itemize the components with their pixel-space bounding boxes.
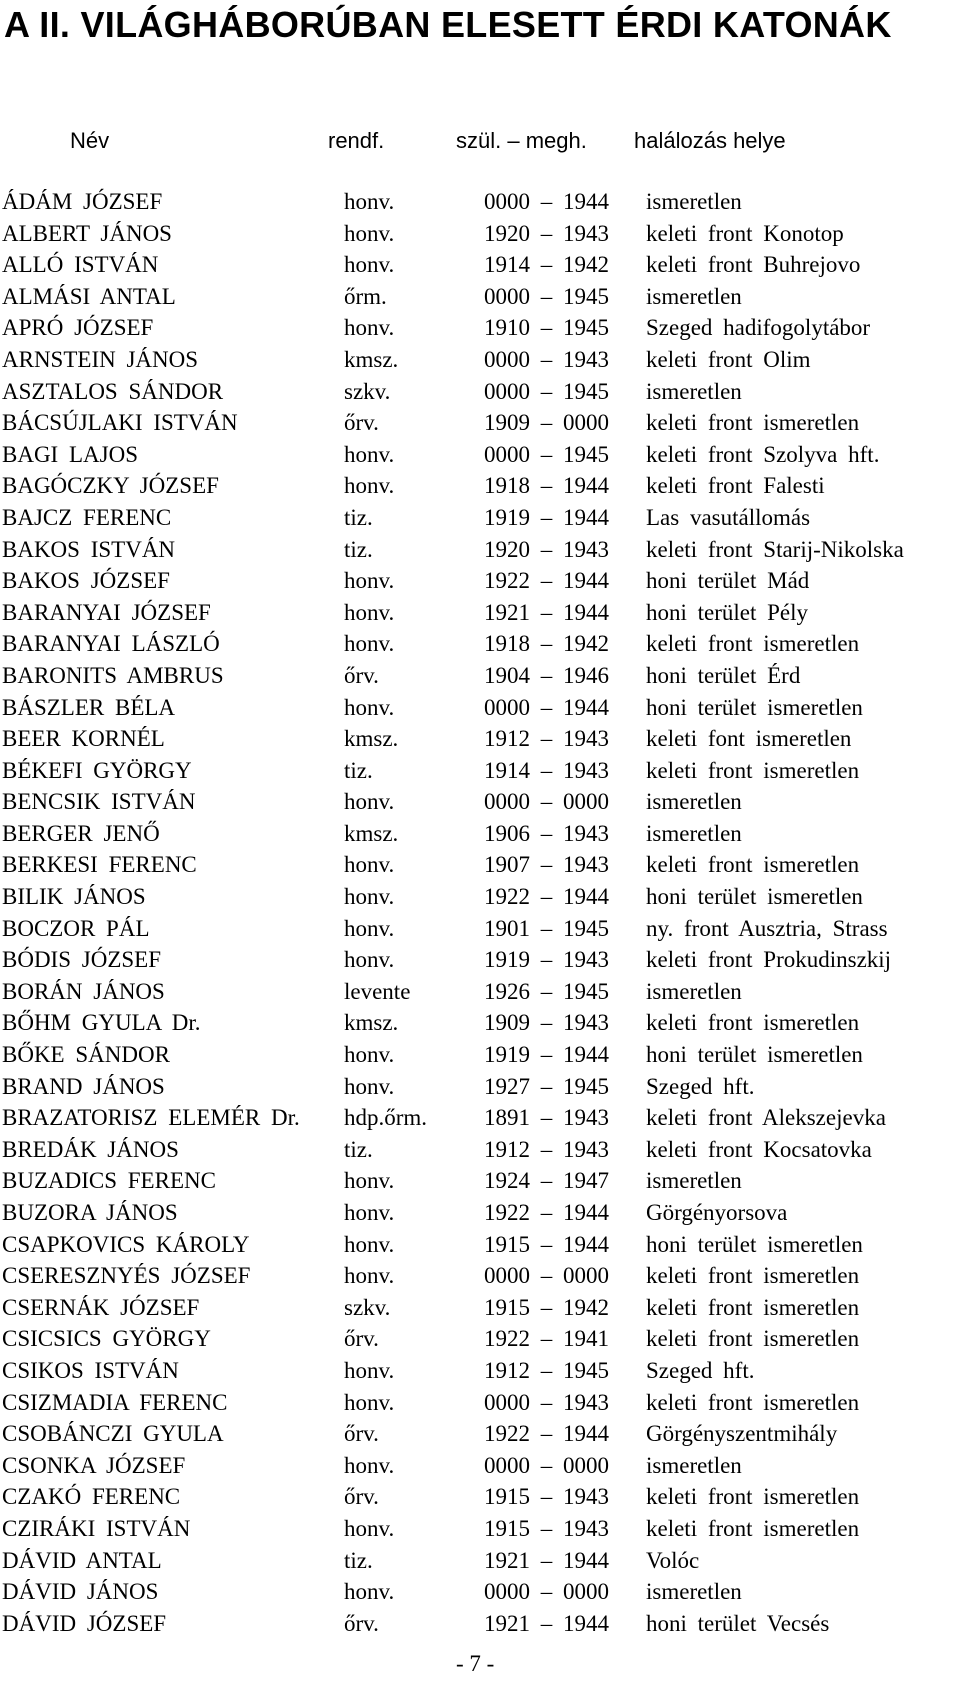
birth-death-years: 1920 – 1943 — [484, 220, 609, 246]
rank: honv. — [344, 1452, 395, 1478]
rank: honv. — [344, 473, 395, 499]
place-of-death: Szeged hadifogolytábor — [646, 315, 871, 341]
place-of-death: keleti front Falesti — [646, 473, 825, 499]
birth-death-years: 1907 – 1943 — [484, 852, 609, 878]
rank: honv. — [344, 568, 395, 594]
rank: honv. — [344, 1263, 395, 1289]
place-of-death: honi terület ismeretlen — [646, 694, 863, 720]
rank: honv. — [344, 1073, 395, 1099]
list-item — [0, 565, 960, 597]
place-of-death: keleti front ismeretlen — [646, 410, 860, 436]
rank: honv. — [344, 1579, 395, 1605]
list-item — [0, 818, 960, 850]
soldier-name: BREDÁK JÁNOS — [2, 1136, 179, 1162]
rank: honv. — [344, 694, 395, 720]
place-of-death: ny. front Ausztria, Strass — [646, 915, 888, 941]
rank: kmsz. — [344, 820, 399, 846]
birth-death-years: 1922 – 1944 — [484, 884, 609, 910]
soldier-name: ALMÁSI ANTAL — [2, 283, 176, 309]
birth-death-years: 1918 – 1944 — [484, 473, 609, 499]
birth-death-years: 1919 – 1944 — [484, 1042, 609, 1068]
list-item — [0, 1545, 960, 1577]
soldier-name: BÓDIS JÓZSEF — [2, 947, 162, 973]
list-item — [0, 344, 960, 376]
rank: honv. — [344, 1357, 395, 1383]
rank: honv. — [344, 915, 395, 941]
place-of-death: ismeretlen — [646, 978, 742, 1004]
place-of-death: honi terület Mád — [646, 568, 810, 594]
soldier-name: CZAKÓ FERENC — [2, 1484, 181, 1510]
place-of-death: keleti front Olim — [646, 346, 811, 372]
place-of-death: keleti front Kocsatovka — [646, 1136, 872, 1162]
casualty-list — [0, 186, 960, 1639]
rank: tiz. — [344, 536, 373, 562]
birth-death-years: 1926 – 1945 — [484, 978, 609, 1004]
rank: tiz. — [344, 504, 373, 530]
list-item — [0, 1165, 960, 1197]
list-item — [0, 470, 960, 502]
list-item — [0, 597, 960, 629]
soldier-name: BENCSIK ISTVÁN — [2, 789, 196, 815]
birth-death-years: 0000 – 1944 — [484, 189, 609, 214]
birth-death-years: 1904 – 1946 — [484, 662, 609, 688]
birth-death-years: 1915 – 1944 — [484, 1231, 609, 1257]
soldier-name: BARONITS AMBRUS — [2, 662, 224, 688]
list-item — [0, 281, 960, 313]
place-of-death: ismeretlen — [646, 1168, 742, 1194]
birth-death-years: 0000 – 1945 — [484, 378, 609, 404]
birth-death-years: 1924 – 1947 — [484, 1168, 609, 1194]
birth-death-years: 0000 – 0000 — [484, 1263, 609, 1289]
soldier-name: ARNSTEIN JÁNOS — [2, 346, 199, 372]
rank: őrv. — [344, 1610, 379, 1636]
rank: szkv. — [344, 1294, 391, 1320]
list-item — [0, 312, 960, 344]
soldier-name: BAGI LAJOS — [2, 441, 138, 467]
rank: tiz. — [344, 1136, 373, 1162]
list-item — [0, 376, 960, 408]
place-of-death: keleti front Prokudinszkij — [646, 947, 892, 973]
header-place: halálozás helye — [634, 128, 786, 153]
soldier-name: BRAND JÁNOS — [2, 1073, 165, 1099]
rank: honv. — [344, 852, 395, 878]
place-of-death: Volóc — [646, 1547, 700, 1573]
list-item — [0, 1576, 960, 1608]
list-item — [0, 1134, 960, 1166]
birth-death-years: 1915 – 1943 — [484, 1515, 609, 1541]
place-of-death: ismeretlen — [646, 189, 742, 214]
soldier-name: ASZTALOS SÁNDOR — [2, 378, 224, 404]
place-of-death: honi terület Pély — [646, 599, 809, 625]
birth-death-years: 0000 – 0000 — [484, 1452, 609, 1478]
birth-death-years: 0000 – 1945 — [484, 441, 609, 467]
birth-death-years: 1906 – 1943 — [484, 820, 609, 846]
place-of-death: ismeretlen — [646, 378, 742, 404]
place-of-death: honi terület Vecsés — [646, 1610, 830, 1636]
place-of-death: honi terület Érd — [646, 662, 801, 688]
place-of-death: keleti front ismeretlen — [646, 1484, 860, 1510]
soldier-name: BAGÓCZKY JÓZSEF — [2, 473, 219, 499]
place-of-death: keleti front Konotop — [646, 220, 844, 246]
place-of-death: keleti front ismeretlen — [646, 757, 860, 783]
birth-death-years: 1919 – 1943 — [484, 947, 609, 973]
list-item — [0, 944, 960, 976]
birth-death-years: 1922 – 1944 — [484, 1200, 609, 1225]
place-of-death: keleti font ismeretlen — [646, 726, 852, 752]
birth-death-years: 1919 – 1944 — [484, 504, 609, 530]
birth-death-years: 1914 – 1943 — [484, 757, 609, 783]
list-item — [0, 976, 960, 1008]
soldier-name: BAKOS ISTVÁN — [2, 536, 176, 562]
list-item — [0, 534, 960, 566]
list-item — [0, 1418, 960, 1450]
place-of-death: keleti front ismeretlen — [646, 1294, 860, 1320]
soldier-name: BAJCZ FERENC — [2, 504, 172, 530]
birth-death-years: 1915 – 1942 — [484, 1294, 609, 1320]
place-of-death: ismeretlen — [646, 789, 742, 815]
place-of-death: keleti front ismeretlen — [646, 1389, 860, 1415]
list-item — [0, 1323, 960, 1355]
place-of-death: honi terület ismeretlen — [646, 884, 863, 910]
birth-death-years: 1901 – 1945 — [484, 915, 609, 941]
soldier-name: CSONKA JÓZSEF — [2, 1452, 186, 1478]
list-item — [0, 692, 960, 724]
birth-death-years: 1922 – 1941 — [484, 1326, 609, 1352]
place-of-death: keleti front ismeretlen — [646, 1263, 860, 1289]
place-of-death: honi terület ismeretlen — [646, 1231, 863, 1257]
list-item — [0, 723, 960, 755]
rank: őrv. — [344, 1484, 379, 1510]
list-item — [0, 249, 960, 281]
rank: kmsz. — [344, 1010, 399, 1036]
soldier-name: BŐHM GYULA Dr. — [2, 1010, 201, 1036]
place-of-death: keleti front ismeretlen — [646, 1010, 860, 1036]
soldier-name: BÁCSÚJLAKI ISTVÁN — [2, 410, 238, 436]
birth-death-years: 1909 – 1943 — [484, 1010, 609, 1036]
place-of-death: keleti front Starij-Nikolska — [646, 536, 904, 562]
place-of-death: honi terület ismeretlen — [646, 1042, 863, 1068]
birth-death-years: 1891 – 1943 — [484, 1105, 609, 1131]
birth-death-years: 1915 – 1943 — [484, 1484, 609, 1510]
soldier-name: CSICSICS GYÖRGY — [2, 1326, 211, 1352]
rank: honv. — [344, 631, 395, 657]
soldier-name: CSIZMADIA FERENC — [2, 1389, 228, 1415]
list-item — [0, 1197, 960, 1229]
place-of-death: keleti front ismeretlen — [646, 631, 860, 657]
list-item — [0, 502, 960, 534]
soldier-name: CSERNÁK JÓZSEF — [2, 1294, 200, 1320]
rank: honv. — [344, 441, 395, 467]
list-item — [0, 849, 960, 881]
rank: levente — [344, 978, 411, 1004]
birth-death-years: 1921 – 1944 — [484, 599, 609, 625]
rank: honv. — [344, 599, 395, 625]
place-of-death: ismeretlen — [646, 1579, 742, 1605]
soldier-name: BOCZOR PÁL — [2, 915, 150, 941]
soldier-name: CSIKOS ISTVÁN — [2, 1357, 179, 1383]
place-of-death: keleti front ismeretlen — [646, 1515, 860, 1541]
list-item — [0, 439, 960, 471]
page-number: - 7 - — [456, 1651, 495, 1676]
list-item — [0, 407, 960, 439]
rank: honv. — [344, 1231, 395, 1257]
soldier-name: BEER KORNÉL — [2, 726, 165, 752]
list-item — [0, 1039, 960, 1071]
rank: őrm. — [344, 283, 387, 309]
list-item — [0, 881, 960, 913]
soldier-name: BŐKE SÁNDOR — [2, 1042, 170, 1068]
soldier-name: CSOBÁNCZI GYULA — [2, 1421, 224, 1447]
rank: honv. — [344, 189, 395, 214]
list-item — [0, 1102, 960, 1134]
place-of-death: keleti front ismeretlen — [646, 852, 860, 878]
rank: honv. — [344, 789, 395, 815]
rank: honv. — [344, 1389, 395, 1415]
list-item — [0, 786, 960, 818]
list-item — [0, 1292, 960, 1324]
list-item — [0, 1260, 960, 1292]
place-of-death: Görgényorsova — [646, 1200, 788, 1225]
rank: honv. — [344, 1515, 395, 1541]
rank: tiz. — [344, 1547, 373, 1573]
soldier-name: CZIRÁKI ISTVÁN — [2, 1515, 191, 1541]
soldier-name: CSAPKOVICS KÁROLY — [2, 1231, 250, 1257]
rank: kmsz. — [344, 346, 399, 372]
birth-death-years: 0000 – 1944 — [484, 694, 609, 720]
soldier-name: CSERESZNYÉS JÓZSEF — [2, 1263, 251, 1289]
header-name: Név — [70, 128, 110, 153]
list-item — [0, 186, 960, 218]
birth-death-years: 0000 – 1945 — [484, 283, 609, 309]
soldier-name: BERKESI FERENC — [2, 852, 197, 878]
rank: honv. — [344, 1200, 395, 1225]
soldier-name: DÁVID JÁNOS — [2, 1579, 159, 1605]
list-item — [0, 1608, 960, 1640]
rank: őrv. — [344, 410, 379, 436]
rank: honv. — [344, 947, 395, 973]
place-of-death: Szeged hft. — [646, 1073, 755, 1099]
header-rank: rendf. — [328, 128, 385, 153]
birth-death-years: 1910 – 1945 — [484, 315, 609, 341]
rank: honv. — [344, 315, 395, 341]
birth-death-years: 1912 – 1943 — [484, 1136, 609, 1162]
soldier-name: BILIK JÁNOS — [2, 884, 146, 910]
soldier-name: DÁVID JÓZSEF — [2, 1610, 167, 1636]
soldier-name: ALBERT JÁNOS — [2, 220, 172, 246]
place-of-death: Görgényszentmihály — [646, 1421, 838, 1447]
rank: honv. — [344, 220, 395, 246]
list-item — [0, 1355, 960, 1387]
soldier-name: BORÁN JÁNOS — [2, 978, 165, 1004]
list-item — [0, 1513, 960, 1545]
rank: honv. — [344, 252, 395, 278]
soldier-name: BÉKEFI GYÖRGY — [2, 757, 192, 783]
list-item — [0, 1481, 960, 1513]
rank: honv. — [344, 884, 395, 910]
soldier-name: ALLÓ ISTVÁN — [2, 252, 159, 278]
place-of-death: Las vasutállomás — [646, 504, 811, 530]
rank: tiz. — [344, 757, 373, 783]
birth-death-years: 1921 – 1944 — [484, 1610, 609, 1636]
soldier-name: BUZADICS FERENC — [2, 1168, 216, 1194]
page-title: A II. VILÁGHÁBORÚBAN ELESETT ÉRDI KATONÁK — [4, 4, 892, 45]
rank: honv. — [344, 1042, 395, 1068]
birth-death-years: 1909 – 0000 — [484, 410, 609, 436]
list-item — [0, 1387, 960, 1419]
birth-death-years: 1912 – 1945 — [484, 1357, 609, 1383]
place-of-death: keleti front Alekszejevka — [646, 1105, 886, 1131]
soldier-name: APRÓ JÓZSEF — [2, 315, 154, 341]
place-of-death: ismeretlen — [646, 283, 742, 309]
soldier-name: DÁVID ANTAL — [2, 1547, 162, 1573]
soldier-name: BRAZATORISZ ELEMÉR Dr. — [2, 1105, 300, 1131]
list-item — [0, 1450, 960, 1482]
rank: szkv. — [344, 378, 391, 404]
place-of-death: ismeretlen — [646, 820, 742, 846]
rank: őrv. — [344, 1326, 379, 1352]
rank: őrv. — [344, 662, 379, 688]
list-item — [0, 755, 960, 787]
list-item — [0, 1071, 960, 1103]
list-item — [0, 1229, 960, 1261]
place-of-death: Szeged hft. — [646, 1357, 755, 1383]
soldier-name: BARANYAI JÓZSEF — [2, 599, 211, 625]
soldier-name: BARANYAI LÁSZLÓ — [2, 631, 220, 657]
list-item — [0, 218, 960, 250]
birth-death-years: 1921 – 1944 — [484, 1547, 609, 1573]
header-dates: szül. – megh. — [456, 128, 587, 153]
birth-death-years: 0000 – 1943 — [484, 346, 609, 372]
birth-death-years: 1927 – 1945 — [484, 1073, 609, 1099]
place-of-death: keleti front Szolyva hft. — [646, 441, 880, 467]
soldier-name: BERGER JENŐ — [2, 820, 160, 846]
rank: honv. — [344, 1168, 395, 1194]
rank: kmsz. — [344, 726, 399, 752]
rank: hdp.őrm. — [344, 1105, 428, 1131]
list-item — [0, 913, 960, 945]
birth-death-years: 1918 – 1942 — [484, 631, 609, 657]
birth-death-years: 0000 – 1943 — [484, 1389, 609, 1415]
place-of-death: keleti front Buhrejovo — [646, 252, 861, 278]
birth-death-years: 1922 – 1944 — [484, 1421, 609, 1447]
place-of-death: keleti front ismeretlen — [646, 1326, 860, 1352]
birth-death-years: 0000 – 0000 — [484, 789, 609, 815]
place-of-death: ismeretlen — [646, 1452, 742, 1478]
soldier-name: BAKOS JÓZSEF — [2, 568, 170, 594]
birth-death-years: 1920 – 1943 — [484, 536, 609, 562]
soldier-name: ÁDÁM JÓZSEF — [2, 189, 163, 214]
birth-death-years: 0000 – 0000 — [484, 1579, 609, 1605]
soldier-name: BÁSZLER BÉLA — [2, 694, 176, 720]
list-item — [0, 1007, 960, 1039]
birth-death-years: 1922 – 1944 — [484, 568, 609, 594]
soldier-name: BUZORA JÁNOS — [2, 1200, 178, 1225]
birth-death-years: 1912 – 1943 — [484, 726, 609, 752]
birth-death-years: 1914 – 1942 — [484, 252, 609, 278]
rank: őrv. — [344, 1421, 379, 1447]
list-item — [0, 628, 960, 660]
list-item — [0, 660, 960, 692]
